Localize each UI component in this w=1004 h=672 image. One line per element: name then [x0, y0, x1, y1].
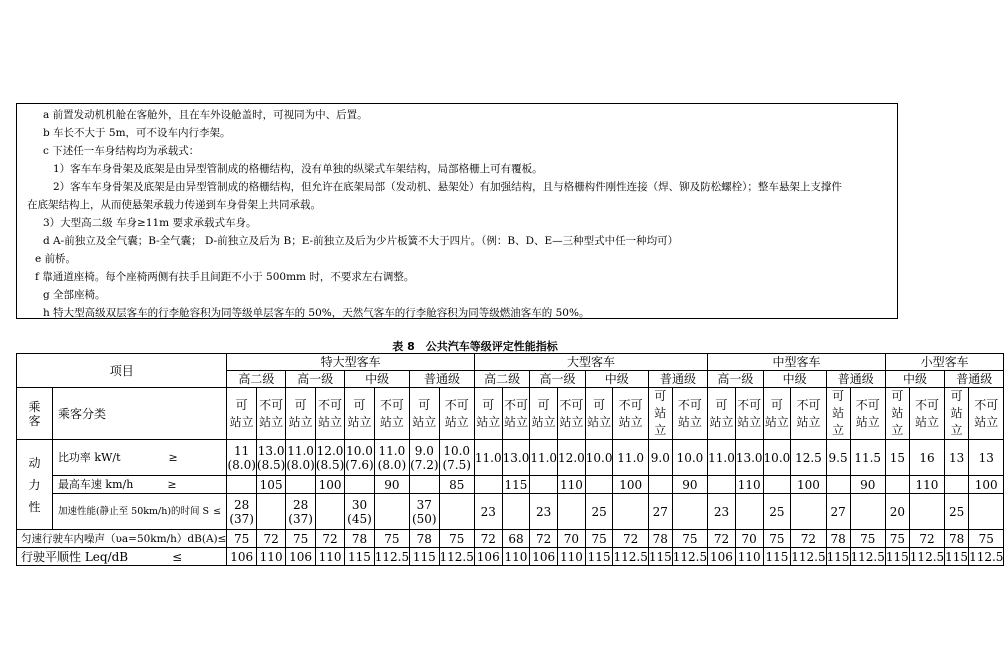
header-vehicle-class: 小型客车 [885, 354, 1004, 371]
header-vehicle-class: 大型客车 [474, 354, 707, 371]
noise-cell: 70 [735, 530, 763, 548]
label-operator: ≥ [167, 477, 177, 491]
row-label-passenger-class: 乘客分类 [52, 388, 227, 440]
cell-value-alt: (8.5) [315, 457, 345, 472]
acceleration-cell [410, 494, 439, 530]
label-operator: ≤ [172, 549, 183, 564]
cell-value: 37 [416, 497, 432, 512]
label-operator: ≤ [217, 532, 227, 545]
noise-cell: 72 [530, 530, 558, 548]
note-line: b 车长不大于 5m，可不设车内行李架。 [43, 127, 231, 139]
noise-cell: 75 [585, 530, 613, 548]
cell-value-alt: (8.5) [256, 457, 286, 472]
stand-yes: 可 站立 [826, 388, 850, 440]
power-ratio-cell: 13 [945, 440, 969, 476]
row-label-noise [17, 530, 227, 548]
noise-cell: 72 [791, 530, 826, 548]
acceleration-cell [558, 494, 586, 530]
header-grade: 中级 [763, 371, 826, 388]
acceleration-cell [345, 494, 374, 530]
stand-no: 不可 站立 [909, 388, 944, 440]
cell-value: 12.0 [316, 443, 344, 458]
power-ratio-cell [256, 440, 285, 476]
cell-value-alt: (8.0) [227, 457, 256, 472]
power-ratio-cell: 13.0 [502, 440, 530, 476]
cell-value-alt: (37) [229, 511, 254, 526]
noise-cell: 78 [826, 530, 850, 548]
noise-cell: 75 [885, 530, 909, 548]
max-speed-cell: 100 [315, 476, 344, 494]
smoothness-cell: 110 [256, 548, 285, 566]
cell-value-alt: (8.0) [377, 457, 407, 472]
noise-cell: 75 [763, 530, 791, 548]
smoothness-cell: 112.5 [969, 549, 1004, 564]
smoothness-cell: 112.5 [439, 549, 474, 564]
stand-yes: 可 站立 [885, 388, 909, 440]
stand-no: 不可 站立 [672, 388, 707, 440]
cell-value: 10.0 [443, 443, 471, 458]
notes-box [16, 103, 898, 319]
label-text: 比功率 kW/t [57, 450, 121, 464]
row-group-passenger: 乘客 [17, 388, 53, 440]
stand-no: 不可 站立 [558, 388, 586, 440]
max-speed-cell: 90 [850, 476, 885, 494]
power-ratio-cell: 11.0 [530, 440, 558, 476]
smoothness-cell: 106 [530, 548, 558, 566]
noise-cell: 72 [474, 530, 502, 548]
cell-value: 11.0 [287, 443, 314, 458]
power-ratio-cell [227, 440, 256, 476]
cell-value: 30 [351, 497, 368, 512]
acceleration-cell: 20 [885, 494, 909, 530]
power-ratio-cell: 15 [885, 440, 909, 476]
max-speed-cell: 100 [969, 476, 1004, 494]
max-speed-cell [286, 476, 315, 494]
stand-no: 不可 站立 [502, 388, 530, 440]
smoothness-cell: 115 [885, 549, 909, 564]
noise-cell: 75 [286, 530, 315, 548]
note-line: 1）客车车身骨架及底架是由异型管制成的格栅结构，没有单独的纵梁式车架结构，局部格栅上可有覆板。 [53, 163, 543, 175]
noise-cell: 72 [315, 530, 344, 548]
header-item: 项目 [17, 354, 227, 388]
noise-cell: 72 [708, 530, 736, 548]
noise-cell: 78 [410, 530, 439, 548]
stand-yes: 可 站立 [286, 388, 315, 440]
smoothness-cell: 115 [345, 548, 374, 566]
cell-value: 28 [292, 497, 309, 512]
stand-no: 不可 站立 [439, 388, 474, 440]
smoothness-cell: 115 [648, 549, 672, 564]
acceleration-cell [969, 494, 1004, 530]
row-label-power-ratio [52, 440, 227, 476]
smoothness-cell: 115 [585, 548, 613, 566]
note-line: g 全部座椅。 [43, 289, 106, 301]
power-ratio-cell: 11.0 [613, 440, 648, 476]
power-ratio-cell: 9.5 [826, 440, 850, 476]
smoothness-cell: 110 [735, 548, 763, 566]
stand-yes: 可 站立 [474, 388, 502, 440]
acceleration-cell [374, 494, 409, 530]
note-line: 3）大型高二级 车身≥11m 要求承载式车身。 [43, 217, 257, 229]
performance-table [16, 353, 1004, 566]
acceleration-cell [791, 494, 826, 530]
acceleration-cell: 23 [708, 494, 736, 530]
max-speed-cell [410, 476, 439, 494]
power-ratio-cell: 10.0 [585, 440, 613, 476]
power-ratio-cell: 16 [909, 440, 944, 476]
max-speed-cell [648, 476, 672, 494]
header-grade: 高二级 [227, 371, 286, 388]
power-ratio-cell: 12.0 [558, 440, 586, 476]
acceleration-cell: 23 [474, 494, 502, 530]
note-line: 在底架结构上，从而使悬架承载力传递到车身骨架上共同承载。 [27, 199, 321, 211]
power-ratio-cell [374, 440, 409, 476]
note-line: 2）客车车身骨架及底架是由异型管制成的格栅结构，但允许在底架局部（发动机、悬架处）有加强结构，且与格栅构件刚性连接（焊、铆及防松螺栓）；整车悬架上支撑件 [53, 181, 842, 193]
power-ratio-cell: 12.5 [791, 440, 826, 476]
max-speed-cell [885, 476, 909, 494]
power-ratio-cell: 9.0 [648, 440, 672, 476]
power-ratio-cell: 11.0 [474, 440, 502, 476]
row-label-max-speed [52, 476, 227, 494]
cell-value-alt: (7.5) [442, 457, 471, 472]
header-vehicle-class: 特大型客车 [227, 354, 474, 371]
cell-value-alt: (37) [288, 511, 313, 526]
smoothness-cell: 112.5 [850, 549, 885, 564]
noise-cell: 78 [345, 530, 374, 548]
smoothness-cell: 112.5 [791, 549, 826, 564]
note-line: f 靠通道座椅。每个座椅两侧有扶手且间距不小于 500mm 时，不要求左右调整。 [35, 271, 415, 283]
max-speed-cell [474, 476, 502, 494]
max-speed-cell [708, 476, 736, 494]
acceleration-cell [735, 494, 763, 530]
acceleration-cell [227, 494, 256, 530]
acceleration-cell: 25 [585, 494, 613, 530]
max-speed-cell: 85 [439, 476, 474, 494]
header-grade: 高一级 [530, 371, 585, 388]
noise-cell: 72 [909, 530, 944, 548]
power-ratio-cell [410, 440, 439, 476]
noise-cell: 72 [256, 530, 285, 548]
smoothness-cell: 112.5 [672, 549, 708, 564]
power-ratio-cell [315, 440, 344, 476]
stand-no: 不可 站立 [256, 388, 285, 440]
row-group-power: 动力性 [17, 440, 53, 530]
stand-yes: 可 站立 [648, 388, 672, 440]
label-text: 行驶平顺性 Leq/dB [21, 549, 129, 564]
header-grade: 普通级 [826, 371, 885, 388]
power-ratio-cell: 11.0 [708, 440, 736, 476]
smoothness-cell: 115 [410, 548, 439, 566]
stand-no: 不可 站立 [791, 388, 826, 440]
power-ratio-cell: 10.0 [672, 440, 707, 476]
max-speed-cell: 110 [558, 476, 586, 494]
header-grade: 普通级 [648, 371, 707, 388]
cell-value-alt: (45) [347, 511, 372, 526]
label-operator: ≤ [213, 505, 222, 517]
power-ratio-cell: 13.0 [735, 440, 763, 476]
header-grade: 普通级 [945, 371, 1004, 388]
stand-no: 不可 站立 [735, 388, 763, 440]
power-ratio-cell: 13 [969, 440, 1004, 476]
acceleration-cell [909, 494, 944, 530]
smoothness-cell: 106 [474, 548, 502, 566]
noise-cell: 75 [672, 530, 707, 548]
max-speed-cell: 90 [374, 476, 409, 494]
header-grade: 高二级 [474, 371, 529, 388]
max-speed-cell [826, 476, 850, 494]
max-speed-cell [945, 476, 969, 494]
power-ratio-cell [439, 440, 474, 476]
row-label-acceleration [52, 494, 227, 530]
stand-no: 不可 站立 [315, 388, 344, 440]
acceleration-cell: 27 [648, 494, 672, 530]
cell-value: 11 [234, 443, 250, 458]
max-speed-cell [227, 476, 256, 494]
stand-no: 不可 站立 [850, 388, 885, 440]
stand-yes: 可 站立 [708, 388, 736, 440]
cell-value: 10.0 [346, 443, 373, 458]
cell-value: 9.0 [414, 443, 434, 458]
power-ratio-cell [286, 440, 315, 476]
label-text: 最高车速 km/h [57, 477, 134, 491]
max-speed-cell [530, 476, 558, 494]
header-grade: 高一级 [708, 371, 763, 388]
acceleration-cell: 25 [945, 494, 969, 530]
noise-cell: 78 [648, 530, 672, 548]
stand-no: 不可 站立 [969, 388, 1004, 440]
stand-yes: 可 站立 [345, 388, 374, 440]
cell-value-alt: (8.0) [286, 457, 315, 472]
max-speed-cell: 105 [256, 476, 285, 494]
noise-cell: 75 [850, 530, 885, 548]
max-speed-cell: 110 [735, 476, 763, 494]
acceleration-cell: 23 [530, 494, 558, 530]
note-line: c 下述任一车身结构均为承载式： [43, 145, 200, 157]
cell-value: 11.0 [378, 443, 406, 458]
max-speed-cell: 90 [672, 476, 707, 494]
max-speed-cell [585, 476, 613, 494]
acceleration-cell [502, 494, 530, 530]
cell-value: 28 [234, 497, 250, 512]
acceleration-cell [613, 494, 648, 530]
label-operator: ≥ [168, 450, 178, 464]
power-ratio-cell: 10.0 [763, 440, 791, 476]
stand-yes: 可 站立 [227, 388, 256, 440]
acceleration-cell [315, 494, 344, 530]
acceleration-cell [256, 494, 285, 530]
noise-cell: 75 [227, 530, 256, 548]
note-line: h 特大型高级双层客车的行李舱容积为同等级单层客车的 50%，天然气客车的行李舱容积为同等级燃油客车的 50%。 [43, 307, 590, 319]
smoothness-cell: 112.5 [374, 549, 410, 564]
smoothness-cell: 106 [708, 548, 736, 566]
header-grade: 普通级 [410, 371, 475, 388]
max-speed-cell: 110 [909, 476, 944, 494]
header-grade: 中级 [345, 371, 410, 388]
max-speed-cell: 115 [502, 476, 530, 494]
noise-cell: 75 [374, 530, 409, 548]
smoothness-cell: 115 [763, 548, 791, 566]
cell-value-alt: (50) [411, 511, 437, 526]
smoothness-cell: 110 [558, 548, 586, 566]
acceleration-cell [672, 494, 707, 530]
stand-yes: 可 站立 [530, 388, 558, 440]
power-ratio-cell: 11.5 [850, 440, 885, 476]
header-grade: 中级 [885, 371, 944, 388]
acceleration-cell [850, 494, 885, 530]
max-speed-cell [763, 476, 791, 494]
smoothness-cell: 115 [826, 549, 850, 564]
stand-yes: 可 站立 [945, 388, 969, 440]
acceleration-cell [439, 494, 474, 530]
smoothness-cell: 110 [502, 548, 530, 566]
header-grade: 高一级 [286, 371, 345, 388]
smoothness-cell: 112.5 [909, 549, 945, 564]
row-label-smoothness [17, 548, 227, 566]
acceleration-cell [286, 494, 315, 530]
stand-yes: 可 站立 [410, 388, 439, 440]
stand-no: 不可 站立 [374, 388, 409, 440]
cell-value: 13.0 [257, 443, 285, 458]
header-grade: 中级 [585, 371, 648, 388]
noise-cell: 75 [439, 530, 474, 548]
stand-yes: 可 站立 [585, 388, 613, 440]
noise-cell: 68 [502, 530, 530, 548]
acceleration-cell: 27 [826, 494, 850, 530]
stand-no: 不可 站立 [613, 388, 648, 440]
noise-cell: 75 [969, 530, 1004, 548]
stand-yes: 可 站立 [763, 388, 791, 440]
cell-value-alt: (7.6) [345, 457, 374, 472]
max-speed-cell [345, 476, 374, 494]
note-line: d A-前独立及全气囊；B-全气囊； D-前独立及后为 B；E-前独立及后为少片板簧不大于四片。（例：B、D、E—三种型式中任一种均可） [43, 235, 679, 247]
max-speed-cell: 100 [613, 476, 648, 494]
label-text: 匀速行驶车内噪声（υa=50km/h）dB(A) [21, 532, 218, 545]
smoothness-cell: 110 [315, 548, 344, 566]
cell-value-alt: (7.2) [410, 457, 439, 472]
noise-cell: 72 [613, 530, 648, 548]
table-title: 表 8 公共汽车等级评定性能指标 [392, 340, 558, 353]
note-line: a 前置发动机机舱在客舱外，且在车外设舱盖时，可视同为中、后置。 [43, 109, 368, 121]
smoothness-cell: 115 [945, 549, 969, 564]
acceleration-cell: 25 [763, 494, 791, 530]
power-ratio-cell [345, 440, 374, 476]
smoothness-cell: 112.5 [613, 549, 648, 564]
noise-cell: 70 [558, 530, 586, 548]
note-line: e 前桥。 [35, 253, 77, 265]
max-speed-cell: 100 [791, 476, 826, 494]
smoothness-cell: 106 [286, 548, 315, 566]
noise-cell: 78 [945, 530, 969, 548]
smoothness-cell: 106 [227, 548, 256, 566]
header-vehicle-class: 中型客车 [708, 354, 886, 371]
label-text: 加速性能(静止至 50km/h)的时间 S [57, 505, 210, 517]
